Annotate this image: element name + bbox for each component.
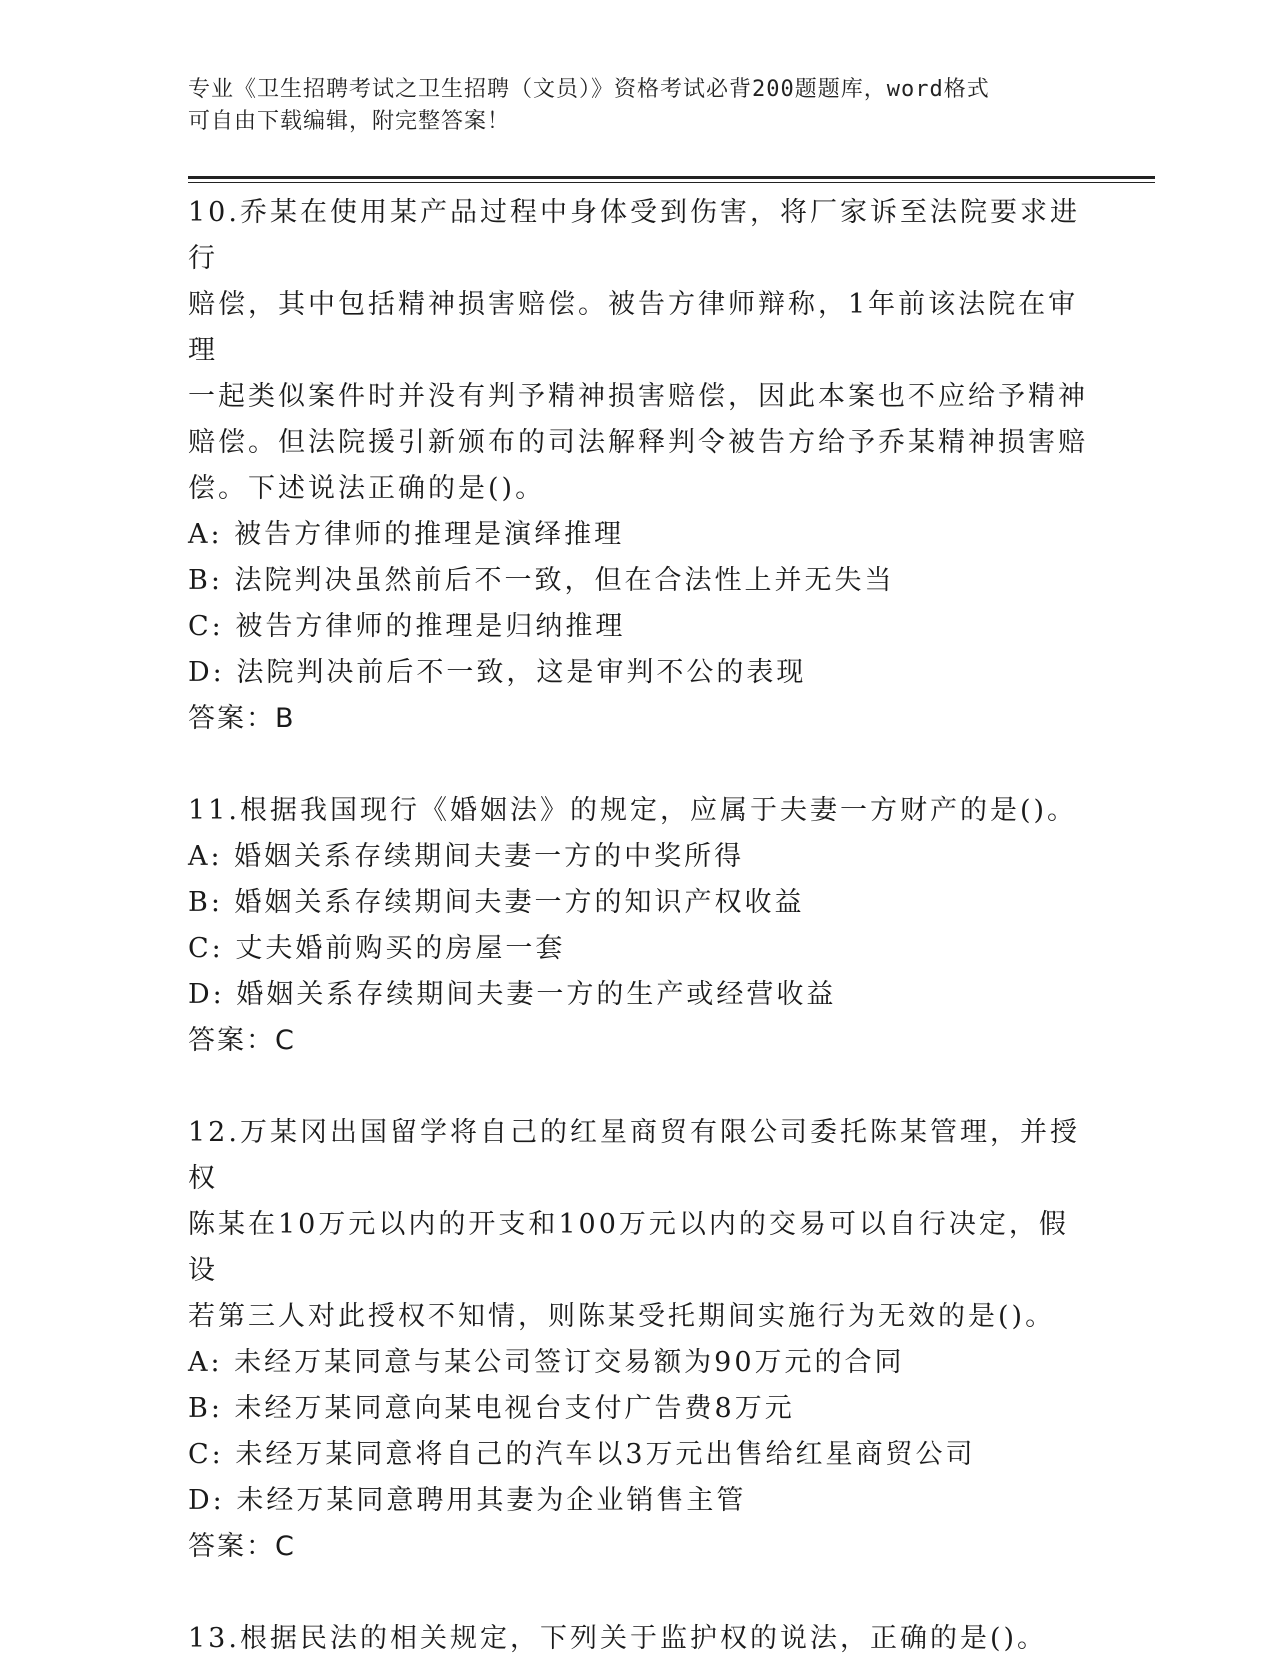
option-d: D: 法院判决前后不一致，这是审判不公的表现	[188, 657, 807, 688]
option-a: A: 婚姻关系存续期间夫妻一方的中奖所得	[188, 841, 745, 872]
question-spacer	[188, 1570, 1088, 1616]
question-stem-line: 10.乔某在使用某产品过程中身体受到伤害，将厂家诉至法院要求进行	[188, 197, 1080, 274]
question-stem-line: 一起类似案件时并没有判予精神损害赔偿，因此本案也不应给予精神	[188, 381, 1088, 412]
header-divider-thick	[188, 176, 1155, 179]
option-b: B: 婚姻关系存续期间夫妻一方的知识产权收益	[188, 887, 805, 918]
question-13	[188, 1616, 1088, 1662]
option-c: C: 丈夫婚前购买的房屋一套	[188, 933, 566, 964]
option-a: A: 未经万某同意与某公司签订交易额为90万元的合同	[188, 1347, 905, 1378]
document-header	[188, 74, 1088, 138]
option-b: B: 未经万某同意向某电视台支付广告费8万元	[188, 1393, 795, 1424]
header-divider-thin	[188, 182, 1155, 183]
option-c: C: 被告方律师的推理是归纳推理	[188, 611, 626, 642]
option-a: A: 被告方律师的推理是演绎推理	[188, 519, 625, 550]
question-12	[188, 1110, 1088, 1570]
question-stem-line: 若第三人对此授权不知情，则陈某受托期间实施行为无效的是()。	[188, 1301, 1056, 1332]
option-d: D: 婚姻关系存续期间夫妻一方的生产或经营收益	[188, 979, 837, 1010]
question-list	[188, 190, 1088, 1662]
question-10	[188, 190, 1088, 742]
header-line-2: 可自由下载编辑，附完整答案！	[188, 109, 511, 134]
question-stem-line: 11.根据我国现行《婚姻法》的规定，应属于夫妻一方财产的是()。	[188, 795, 1078, 826]
header-line-1: 专业《卫生招聘考试之卫生招聘（文员）》资格考试必背200题题库，word格式	[188, 77, 990, 102]
option-b: B: 法院判决虽然前后不一致，但在合法性上并无失当	[188, 565, 895, 596]
answer-label: 答案：C	[188, 1531, 296, 1562]
question-spacer	[188, 742, 1088, 788]
question-11	[188, 788, 1088, 1064]
question-stem-line: 陈某在10万元以内的开支和100万元以内的交易可以自行决定，假设	[188, 1209, 1069, 1286]
question-stem-line: 12.万某冈出国留学将自己的红星商贸有限公司委托陈某管理，并授权	[188, 1117, 1080, 1194]
option-d: D: 未经万某同意聘用其妻为企业销售主管	[188, 1485, 747, 1516]
question-stem-line: 赔偿，其中包括精神损害赔偿。被告方律师辩称，1年前该法院在审理	[188, 289, 1079, 366]
answer-label: 答案：C	[188, 1025, 296, 1056]
option-c: C: 未经万某同意将自己的汽车以3万元出售给红星商贸公司	[188, 1439, 976, 1470]
question-spacer	[188, 1064, 1088, 1110]
answer-label: 答案：B	[188, 703, 296, 734]
question-stem-line: 偿。下述说法正确的是()。	[188, 473, 546, 504]
question-stem-line: 13.根据民法的相关规定，下列关于监护权的说法，正确的是()。	[188, 1623, 1048, 1654]
question-stem-line: 赔偿。但法院援引新颁布的司法解释判令被告方给予乔某精神损害赔	[188, 427, 1088, 458]
